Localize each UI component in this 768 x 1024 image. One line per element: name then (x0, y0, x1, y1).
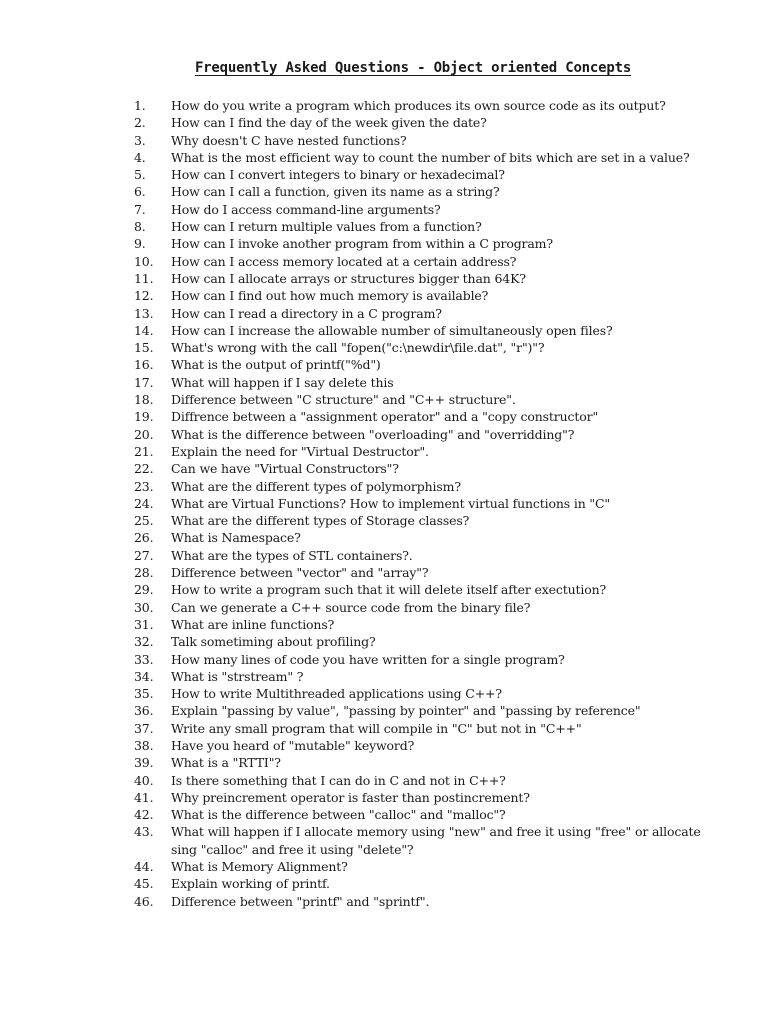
question-number: 1. (134, 98, 146, 113)
question-item (134, 806, 734, 823)
question-number: 42. (134, 807, 154, 823)
question-item (134, 356, 734, 373)
page-title: Frequently Asked Questions - Object oriented Concepts (194, 60, 632, 76)
question-text: Can we generate a C++ source code from the binary file? (171, 599, 531, 615)
question-number: 29. (134, 582, 154, 598)
question-item (134, 374, 734, 391)
question-text: Difference between "printf" and "sprintf". (171, 893, 430, 909)
question-text: How can I call a function, given its name as a string? (171, 184, 500, 200)
question-text: How can I return multiple values from a function? (171, 219, 482, 235)
question-text: Why preincrement operator is faster than postincrement? (171, 789, 530, 805)
question-item (134, 685, 734, 702)
question-item (134, 339, 734, 356)
question-item (134, 443, 734, 460)
question-number: 43. (134, 824, 154, 840)
question-number: 20. (134, 426, 154, 442)
question-number: 39. (134, 755, 154, 771)
question-number: 7. (134, 201, 146, 217)
question-text: How can I find the day of the week given the date? (171, 115, 487, 131)
question-text: Explain the need for "Virtual Destructor". (171, 443, 429, 459)
question-number: 15. (134, 340, 154, 356)
question-item (134, 253, 734, 270)
question-item (134, 547, 734, 564)
question-item (134, 581, 734, 598)
question-item (134, 183, 734, 200)
question-number: 40. (134, 772, 154, 788)
question-number: 8. (134, 219, 146, 235)
question-number: 35. (134, 686, 154, 702)
question-number: 25. (134, 513, 154, 529)
question-number: 26. (134, 530, 154, 546)
question-text: How can I increase the allowable number of simultaneously open files? (171, 322, 613, 338)
question-text: What are the different types of Storage classes? (171, 513, 470, 529)
question-number: 41. (134, 789, 154, 805)
question-text: How can I access memory located at a certain address? (171, 253, 517, 269)
question-item (134, 737, 734, 754)
question-number: 24. (134, 495, 154, 511)
question-item (134, 599, 734, 616)
question-text: What are Virtual Functions? How to implement virtual functions in "C" (171, 495, 611, 511)
question-number: 32. (134, 634, 154, 650)
question-text: What is the difference between "overloading" and "overridding"? (171, 426, 575, 442)
question-text: Explain working of printf. (171, 876, 330, 892)
question-text: Diffrence between a "assignment operator" and a "copy constructor" (171, 409, 599, 425)
question-list (134, 97, 734, 910)
question-number: 22. (134, 461, 154, 477)
question-item (134, 235, 734, 252)
question-text: Have you heard of "mutable" keyword? (171, 737, 415, 753)
question-text: Is there something that I can do in C and not in C++? (171, 772, 506, 788)
question-number: 2. (134, 115, 146, 131)
question-number: 11. (134, 270, 154, 286)
question-text: What will happen if I allocate memory using "new" and free it using "free" or allocate sing "calloc" and free it using "delete"? (171, 824, 701, 857)
question-number: 34. (134, 668, 154, 684)
question-text: How can I read a directory in a C program? (171, 305, 442, 321)
question-text: Why doesn't C have nested functions? (171, 132, 407, 148)
question-number: 18. (134, 392, 154, 408)
question-number: 45. (134, 876, 154, 892)
question-item (134, 529, 734, 546)
question-text: What is Namespace? (171, 530, 301, 546)
question-text: What is a "RTTI"? (171, 755, 281, 771)
question-number: 38. (134, 737, 154, 753)
question-number: 10. (134, 253, 154, 269)
question-number: 19. (134, 409, 154, 425)
question-item (134, 495, 734, 512)
question-text: Can we have "Virtual Constructors"? (171, 461, 399, 477)
question-item (134, 772, 734, 789)
question-item (134, 201, 734, 218)
question-item (134, 97, 734, 114)
question-item (134, 633, 734, 650)
question-item (134, 408, 734, 425)
question-number: 33. (134, 651, 154, 667)
question-text: Difference between "C structure" and "C++ structure". (171, 392, 516, 408)
question-item (134, 702, 734, 719)
question-item (134, 754, 734, 771)
question-number: 9. (134, 236, 146, 252)
question-item (134, 478, 734, 495)
question-item (134, 391, 734, 408)
question-text: What's wrong with the call "fopen("c:\newdir\file.dat", "r")"? (171, 340, 545, 356)
question-item (134, 564, 734, 581)
question-number: 3. (134, 132, 146, 148)
question-text: How to write a program such that it will delete itself after exectution? (171, 582, 607, 598)
question-item (134, 322, 734, 339)
question-number: 14. (134, 322, 154, 338)
question-text: Explain "passing by value", "passing by pointer" and "passing by reference" (171, 703, 641, 719)
question-item (134, 460, 734, 477)
question-text: What is "strstream" ? (171, 668, 304, 684)
question-text: What are inline functions? (171, 616, 335, 632)
question-number: 31. (134, 616, 154, 632)
question-item (134, 651, 734, 668)
question-number: 16. (134, 357, 154, 373)
question-item (134, 668, 734, 685)
question-item (134, 789, 734, 806)
question-item (134, 166, 734, 183)
question-text: How can I invoke another program from within a C program? (171, 236, 553, 252)
question-number: 6. (134, 184, 146, 200)
question-item (134, 287, 734, 304)
question-number: 30. (134, 599, 154, 615)
question-text: How do I access command-line arguments? (171, 201, 441, 217)
question-item (134, 720, 734, 737)
question-item (134, 218, 734, 235)
question-item (134, 114, 734, 131)
question-number: 12. (134, 288, 154, 304)
question-number: 44. (134, 859, 154, 875)
question-text: What is the output of printf("%d") (171, 357, 381, 373)
question-text: What are the types of STL containers?. (171, 547, 413, 563)
question-text: Difference between "vector" and "array"? (171, 565, 429, 581)
question-item (134, 512, 734, 529)
question-number: 46. (134, 893, 154, 909)
question-text: What is the difference between "calloc" and "malloc"? (171, 807, 506, 823)
question-number: 17. (134, 374, 154, 390)
question-number: 4. (134, 149, 146, 165)
question-item (134, 149, 734, 166)
question-item (134, 616, 734, 633)
question-text: Write any small program that will compile in "C" but not in "C++" (171, 720, 582, 736)
question-number: 37. (134, 720, 154, 736)
question-item (134, 858, 734, 875)
question-text: How do you write a program which produces its own source code as its output? (171, 98, 666, 113)
question-item (134, 305, 734, 322)
question-number: 28. (134, 565, 154, 581)
question-number: 23. (134, 478, 154, 494)
question-text: Talk sometiming about profiling? (171, 634, 376, 650)
question-number: 13. (134, 305, 154, 321)
question-item (134, 270, 734, 287)
question-number: 36. (134, 703, 154, 719)
question-item (134, 823, 734, 858)
question-text: What is Memory Alignment? (171, 859, 348, 875)
question-number: 5. (134, 167, 146, 183)
question-text: What will happen if I say delete this (171, 374, 394, 390)
question-text: What are the different types of polymorphism? (171, 478, 461, 494)
question-item (134, 132, 734, 149)
question-text: How can I convert integers to binary or hexadecimal? (171, 167, 505, 183)
question-text: How many lines of code you have written for a single program? (171, 651, 565, 667)
question-number: 21. (134, 443, 154, 459)
question-number: 27. (134, 547, 154, 563)
question-item (134, 426, 734, 443)
question-text: What is the most efficient way to count the number of bits which are set in a value? (171, 149, 690, 165)
question-text: How can I find out how much memory is available? (171, 288, 489, 304)
question-item (134, 875, 734, 892)
question-item (134, 893, 734, 910)
question-text: How can I allocate arrays or structures bigger than 64K? (171, 270, 526, 286)
question-text: How to write Multithreaded applications using C++? (171, 686, 502, 702)
